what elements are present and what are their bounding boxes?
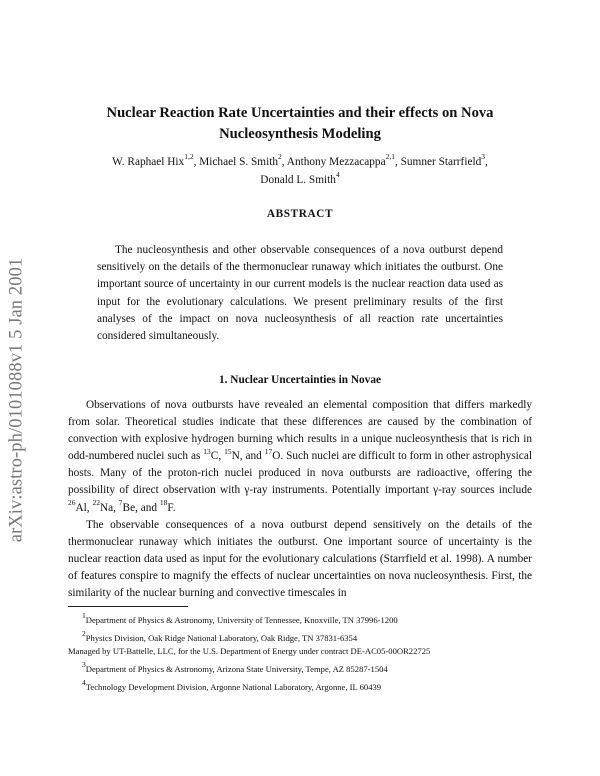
body-paragraph: The observable consequences of a nova outburst depend sensitively on the details of the thermonuclear runaway which initiates the outburst. One important source of uncertainty is the nuclear reaction data used as input for the evolutionary calculations (Starrfield et al. 1998). A number of features conspire to magnify the effects of nuclear uncertainties on nova nucleosynthesis. First, the similarity of the nuclear burning and convective timescales in xyxy=(68,519,532,600)
footnote-rule xyxy=(68,606,188,607)
title-line-2: Nucleosynthesis Modeling xyxy=(219,126,381,142)
author: Michael S. Smith$^2$ xyxy=(199,152,282,168)
section-heading: 1. Nuclear Uncertainties in Novae xyxy=(218,374,381,386)
footnote: $^1$Department of Physics & Astronomy, University of Tennessee, Knoxville, TN 37996-1200 xyxy=(82,611,398,625)
footnote: $^2$Physics Division, Oak Ridge National Laboratory, Oak Ridge, TN 37831-6354 xyxy=(82,629,358,643)
author: W. Raphael Hix$^{1,2}$ xyxy=(112,152,194,168)
paper-title xyxy=(60,103,540,145)
author: Sumner Starrfield$^3$ xyxy=(400,152,486,168)
footnotes xyxy=(68,611,532,699)
author-list: W. Raphael Hix$^{1,2}$, Michael S. Smith$^2$, Anthony Mezzacappa$^{2,1}$, Sumner Starrfield$^3$, Donald L. Smith$^4$ xyxy=(112,152,488,186)
abstract-text: The nucleosynthesis and other observable consequences of a nova outburst depend sensitively on the details of the thermonuclear runaway which initiates the outburst. One important source of uncertainty in our current models is the nuclear reaction data used as input for the evolutionary calculations. We present preliminary results of the first analyses of the impact on nova nucleosynthesis of all reaction rate uncertainties considered simultaneously. xyxy=(97,244,503,343)
body-paragraph: Observations of nova outbursts have revealed an elemental composition that differs markedly from solar. Theoretical studies indicate that these differences are caused by the combination of convection with explosive hydrogen burning which results in a unique nucleosynthesis that is rich in odd-numbered nuclei such as $^{13}$C, $^{15}$N, and $^{17}$O. Such nuclei are difficult to form in other astrophysical hosts. Many of the proton-rich nuclei produced in nova outbursts are radioactive, offering the possibility of direct observation with γ-ray instruments. Potentially important γ-ray sources include $^{26}$Al, $^{22}$Na, $^7$Be, and $^{18}$F. xyxy=(68,399,532,514)
footnote-continuation: Managed by UT-Battelle, LLC, for the U.S. Department of Energy under contract DE-AC05-00OR22725 xyxy=(68,646,431,656)
abstract-heading: ABSTRACT xyxy=(266,208,334,220)
footnote: $^3$Department of Physics & Astronomy, Arizona State University, Tempe, AZ 85287-1504 xyxy=(82,660,388,674)
footnote: $^4$Technology Development Division, Argonne National Laboratory, Argonne, IL 60439 xyxy=(82,678,382,692)
author: Anthony Mezzacappa$^{2,1}$ xyxy=(286,152,395,168)
arxiv-identifier: arXiv:astro-ph/0101088v1 5 Jan 2001 xyxy=(6,257,27,543)
author: Donald L. Smith$^4$ xyxy=(260,170,340,186)
arxiv-sidebar xyxy=(2,205,32,595)
title-line-1: Nuclear Reaction Rate Uncertainties and their effects on Nova xyxy=(106,105,494,121)
